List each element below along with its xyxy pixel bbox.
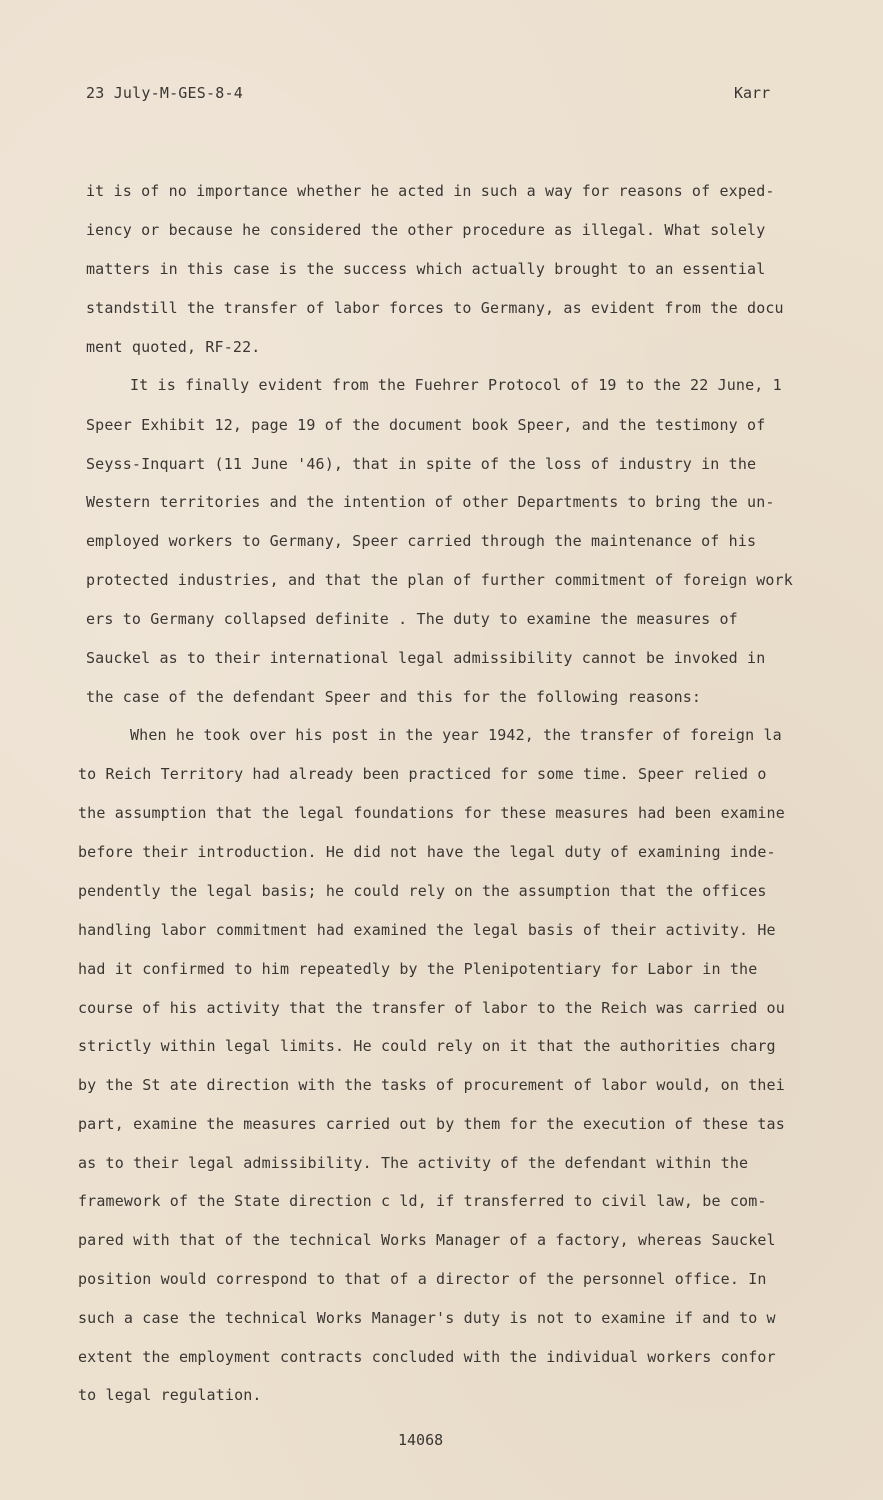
body-line: pared with that of the technical Works Manager of a factory, whereas Sauckel [78,1231,776,1249]
body-line: Speer Exhibit 12, page 19 of the document book Speer, and the testimony of [86,416,766,434]
body-line: as to their legal admissibility. The activity of the defendant within the [78,1154,749,1172]
body-line: Western territories and the intention of other Departments to bring the un- [86,493,775,511]
body-line: extent the employment contracts concluded with the individual workers confor [78,1348,776,1366]
body-line: position would correspond to that of a director of the personnel office. In [78,1270,767,1288]
speaker-name: Karr [734,84,771,102]
body-line: When he took over his post in the year 1942, the transfer of foreign la [130,726,782,744]
body-line: strictly within legal limits. He could rely on it that the authorities charg [78,1037,776,1055]
body-line: framework of the State direction c ld, if transferred to civil law, be com- [78,1192,767,1210]
body-line: to Reich Territory had already been practiced for some time. Speer relied o [78,765,767,783]
body-line: had it confirmed to him repeatedly by the Plenipotentiary for Labor in the [78,960,758,978]
body-line: ment quoted, RF-22. [86,338,261,356]
body-line: before their introduction. He did not have the legal duty of examining inde- [78,843,776,861]
body-line: iency or because he considered the other procedure as illegal. What solely [86,221,766,239]
body-line: handling labor commitment had examined the legal basis of their activity. He [78,921,776,939]
body-line: Sauckel as to their international legal admissibility cannot be invoked in [86,649,766,667]
body-line: standstill the transfer of labor forces to Germany, as evident from the docu [86,299,784,317]
body-line: the assumption that the legal foundations for these measures had been examine [78,804,785,822]
body-line: It is finally evident from the Fuehrer Protocol of 19 to the 22 June, 1 [130,376,782,394]
body-line: Seyss-Inquart (11 June '46), that in spite of the loss of industry in the [86,455,757,473]
body-line: by the St ate direction with the tasks of procurement of labor would, on thei [78,1076,785,1094]
body-line: the case of the defendant Speer and this for the following reasons: [86,688,702,706]
body-line: part, examine the measures carried out by them for the execution of these tas [78,1115,785,1133]
page-number: 14068 [398,1431,444,1449]
body-line: employed workers to Germany, Speer carried through the maintenance of his [86,532,757,550]
body-line: course of his activity that the transfer of labor to the Reich was carried ou [78,999,785,1017]
document-reference: 23 July-M-GES-8-4 [86,84,243,102]
body-line: to legal regulation. [78,1386,262,1404]
body-line: protected industries, and that the plan of further commitment of foreign work [86,571,793,589]
body-line: ers to Germany collapsed definite . The duty to examine the measures of [86,610,738,628]
body-line: pendently the legal basis; he could rely on the assumption that the offices [78,882,767,900]
body-line: such a case the technical Works Manager's duty is not to examine if and to w [78,1309,776,1327]
body-line: matters in this case is the success which actually brought to an essential [86,260,766,278]
body-line: it is of no importance whether he acted in such a way for reasons of exped- [86,182,775,200]
